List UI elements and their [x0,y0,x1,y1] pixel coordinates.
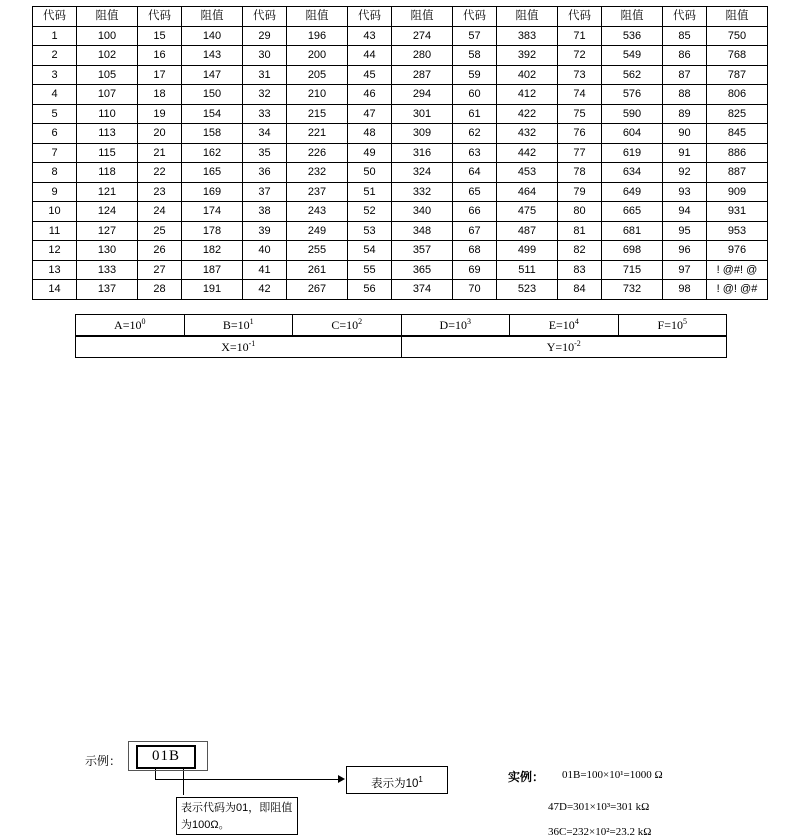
cell: 80 [558,202,602,222]
table-row [33,104,768,124]
cell: 402 [497,65,558,85]
cell: 45 [348,65,392,85]
cell: 412 [497,85,558,105]
table-row [33,143,768,163]
cell: 316 [392,143,453,163]
multiplier-base: =10 [230,318,250,332]
cell: 976 [707,241,768,261]
multiplier-base: =10 [555,340,575,354]
cell: 69 [453,260,497,280]
cell: 464 [497,182,558,202]
column-header: 代码 [138,7,182,27]
cell: 17 [138,65,182,85]
cell: 49 [348,143,392,163]
cell: 25 [138,221,182,241]
cell: 50 [348,163,392,183]
cell: 715 [602,260,663,280]
table-row [33,182,768,202]
example-diagram [0,370,800,838]
cell: 59 [453,65,497,85]
cell: 121 [77,182,138,202]
cell: 56 [348,280,392,300]
cell: 39 [243,221,287,241]
cell: 61 [453,104,497,124]
multiplier-base: =10 [122,318,142,332]
cell: 232 [287,163,348,183]
cell: 619 [602,143,663,163]
multiplier-table-negative [75,336,727,358]
cell: 73 [558,65,602,85]
cell: 57 [453,26,497,46]
cell: 287 [392,65,453,85]
multiplier-exponent: 5 [682,317,687,326]
cell: 110 [77,104,138,124]
example-code-box: 01B [136,745,196,769]
cell: 154 [182,104,243,124]
cell: 309 [392,124,453,144]
cell: 54 [348,241,392,261]
multiplier-exponent: 3 [466,317,471,326]
cell: 267 [287,280,348,300]
cell: ! @! @# [707,280,768,300]
cell: 255 [287,241,348,261]
cell: 115 [77,143,138,163]
resistor-code-table [32,6,768,300]
cell: 261 [287,260,348,280]
cell: 127 [77,221,138,241]
cell: 7 [33,143,77,163]
cell: 332 [392,182,453,202]
cell: 37 [243,182,287,202]
multiplier-exponent: 2 [358,317,363,326]
column-header: 阻值 [707,7,768,27]
cell: 280 [392,46,453,66]
cell: 147 [182,65,243,85]
multiplier-cell-y [401,337,727,358]
cell: 19 [138,104,182,124]
example-note-box: 表示代码为01，即阻值为100Ω。 [176,797,298,835]
cell: 768 [707,46,768,66]
cell: 348 [392,221,453,241]
cell: 374 [392,280,453,300]
cell: 81 [558,221,602,241]
multiplier-exponent: 0 [141,317,146,326]
resistor-code-table-container [32,6,768,300]
multiplier-table-positive [75,314,727,336]
cell: 76 [558,124,602,144]
cell: 301 [392,104,453,124]
example-result-box [346,766,448,794]
cell: 137 [77,280,138,300]
cell: 10 [33,202,77,222]
cell: 30 [243,46,287,66]
multiplier-letter: E [548,318,557,332]
cell: 174 [182,202,243,222]
cell: 96 [663,241,707,261]
multiplier-cell-d [401,315,510,336]
cell: 249 [287,221,348,241]
table-row [33,46,768,66]
real-example-line-1: 01B=100×10¹=1000 Ω [562,769,663,781]
cell: 88 [663,85,707,105]
cell: 40 [243,241,287,261]
cell: 422 [497,104,558,124]
cell: 15 [138,26,182,46]
cell: 58 [453,46,497,66]
multiplier-exponent: -1 [248,339,256,348]
column-header: 代码 [453,7,497,27]
cell: 23 [138,182,182,202]
cell: 41 [243,260,287,280]
cell: 16 [138,46,182,66]
cell: 634 [602,163,663,183]
multiplier-cell-a [76,315,185,336]
real-example-line-2: 47D=301×10³=301 kΩ [548,801,650,813]
cell: 140 [182,26,243,46]
table-row [33,124,768,144]
cell: 29 [243,26,287,46]
cell: 357 [392,241,453,261]
cell: 38 [243,202,287,222]
cell: 55 [348,260,392,280]
cell: 205 [287,65,348,85]
cell: 649 [602,182,663,202]
cell: 665 [602,202,663,222]
multiplier-exponent: -2 [574,339,581,348]
cell: 604 [602,124,663,144]
cell: 237 [287,182,348,202]
table-row [33,202,768,222]
cell: 74 [558,85,602,105]
multiplier-letter: C [331,318,340,332]
cell: 28 [138,280,182,300]
cell: 98 [663,280,707,300]
cell: 14 [33,280,77,300]
cell: 143 [182,46,243,66]
cell: 383 [497,26,558,46]
multiplier-base: =10 [664,318,683,332]
cell: 22 [138,163,182,183]
cell: 91 [663,143,707,163]
cell: 442 [497,143,558,163]
column-header: 代码 [663,7,707,27]
multiplier-exponent: 4 [574,317,579,326]
cell: 536 [602,26,663,46]
multiplier-row [76,337,727,358]
cell: 365 [392,260,453,280]
cell: 215 [287,104,348,124]
cell: 64 [453,163,497,183]
cell: 8 [33,163,77,183]
cell: 909 [707,182,768,202]
cell: 42 [243,280,287,300]
cell: 66 [453,202,497,222]
cell: 158 [182,124,243,144]
column-header: 阻值 [287,7,348,27]
cell: 4 [33,85,77,105]
multiplier-base: =10 [339,318,359,332]
cell: 83 [558,260,602,280]
cell: 86 [663,46,707,66]
cell: 562 [602,65,663,85]
cell: 36 [243,163,287,183]
example-result-text: 表示为10 [371,777,419,790]
cell: 93 [663,182,707,202]
cell: 340 [392,202,453,222]
cell: 681 [602,221,663,241]
multiplier-letter: D [439,318,449,332]
cell: 3 [33,65,77,85]
cell: 95 [663,221,707,241]
cell: 200 [287,46,348,66]
multiplier-letter: F [657,318,665,332]
column-header: 阻值 [392,7,453,27]
table-row [33,280,768,300]
multiplier-tables [75,314,727,358]
multiplier-cell-e [510,315,619,336]
cell: 196 [287,26,348,46]
multiplier-cell-x [76,337,402,358]
cell: 79 [558,182,602,202]
cell: 18 [138,85,182,105]
cell: 698 [602,241,663,261]
cell: 51 [348,182,392,202]
cell: ! @#! @ [707,260,768,280]
multiplier-base: =10 [556,318,575,332]
cell: 84 [558,280,602,300]
table-header-row [33,7,768,27]
table-row [33,241,768,261]
cell: 294 [392,85,453,105]
cell: 523 [497,280,558,300]
multiplier-letter: X [221,340,230,354]
cell: 2 [33,46,77,66]
cell: 5 [33,104,77,124]
cell: 221 [287,124,348,144]
cell: 60 [453,85,497,105]
cell: 72 [558,46,602,66]
cell: 226 [287,143,348,163]
cell: 150 [182,85,243,105]
cell: 52 [348,202,392,222]
cell: 787 [707,65,768,85]
column-header: 代码 [243,7,287,27]
cell: 47 [348,104,392,124]
column-header: 阻值 [182,7,243,27]
multiplier-cell-b [184,315,293,336]
cell: 85 [663,26,707,46]
cell: 511 [497,260,558,280]
arrow-right-icon [338,775,345,783]
cell: 75 [558,104,602,124]
cell: 9 [33,182,77,202]
cell: 576 [602,85,663,105]
cell: 62 [453,124,497,144]
cell: 63 [453,143,497,163]
cell: 549 [602,46,663,66]
cell: 68 [453,241,497,261]
cell: 169 [182,182,243,202]
cell: 89 [663,104,707,124]
column-header: 阻值 [602,7,663,27]
real-example-line-3: 36C=232×10²=23.2 kΩ [548,826,652,838]
cell: 71 [558,26,602,46]
cell: 13 [33,260,77,280]
multiplier-cell-c [293,315,402,336]
table-row [33,65,768,85]
cell: 887 [707,163,768,183]
cell: 35 [243,143,287,163]
cell: 92 [663,163,707,183]
cell: 113 [77,124,138,144]
cell: 953 [707,221,768,241]
cell: 90 [663,124,707,144]
cell: 931 [707,202,768,222]
cell: 210 [287,85,348,105]
cell: 97 [663,260,707,280]
cell: 94 [663,202,707,222]
column-header: 代码 [558,7,602,27]
cell: 825 [707,104,768,124]
column-header: 阻值 [497,7,558,27]
cell: 46 [348,85,392,105]
table-body [33,26,768,299]
multiplier-letter: A [114,318,123,332]
cell: 53 [348,221,392,241]
cell: 48 [348,124,392,144]
multiplier-letter: B [222,318,231,332]
cell: 133 [77,260,138,280]
cell: 6 [33,124,77,144]
table-row [33,221,768,241]
multiplier-cell-f [618,315,727,336]
cell: 67 [453,221,497,241]
real-examples-title: 实例： [508,770,545,784]
cell: 162 [182,143,243,163]
cell: 12 [33,241,77,261]
cell: 107 [77,85,138,105]
cell: 453 [497,163,558,183]
cell: 82 [558,241,602,261]
cell: 191 [182,280,243,300]
multiplier-base: =10 [229,340,249,354]
cell: 26 [138,241,182,261]
cell: 77 [558,143,602,163]
cell: 432 [497,124,558,144]
cell: 44 [348,46,392,66]
table-row [33,260,768,280]
cell: 475 [497,202,558,222]
cell: 274 [392,26,453,46]
cell: 33 [243,104,287,124]
cell: 65 [453,182,497,202]
cell: 24 [138,202,182,222]
cell: 732 [602,280,663,300]
leader-line-horizontal [155,779,340,780]
cell: 34 [243,124,287,144]
cell: 845 [707,124,768,144]
cell: 11 [33,221,77,241]
table-row [33,85,768,105]
cell: 20 [138,124,182,144]
example-result-exponent: 1 [418,775,423,784]
cell: 43 [348,26,392,46]
column-header: 代码 [348,7,392,27]
multiplier-base: =10 [448,318,467,332]
cell: 487 [497,221,558,241]
column-header: 代码 [33,7,77,27]
cell: 118 [77,163,138,183]
cell: 87 [663,65,707,85]
cell: 182 [182,241,243,261]
cell: 78 [558,163,602,183]
table-row [33,163,768,183]
table-row [33,26,768,46]
example-label: 示例： [85,754,122,768]
cell: 499 [497,241,558,261]
cell: 178 [182,221,243,241]
cell: 750 [707,26,768,46]
cell: 102 [77,46,138,66]
multiplier-letter: Y [546,340,556,354]
cell: 806 [707,85,768,105]
cell: 590 [602,104,663,124]
column-header: 阻值 [77,7,138,27]
cell: 324 [392,163,453,183]
cell: 243 [287,202,348,222]
cell: 886 [707,143,768,163]
cell: 70 [453,280,497,300]
cell: 124 [77,202,138,222]
cell: 32 [243,85,287,105]
cell: 105 [77,65,138,85]
cell: 31 [243,65,287,85]
cell: 21 [138,143,182,163]
cell: 27 [138,260,182,280]
cell: 392 [497,46,558,66]
multiplier-exponent: 1 [249,317,254,326]
multiplier-row [76,315,727,336]
cell: 130 [77,241,138,261]
cell: 187 [182,260,243,280]
cell: 165 [182,163,243,183]
cell: 100 [77,26,138,46]
cell: 1 [33,26,77,46]
